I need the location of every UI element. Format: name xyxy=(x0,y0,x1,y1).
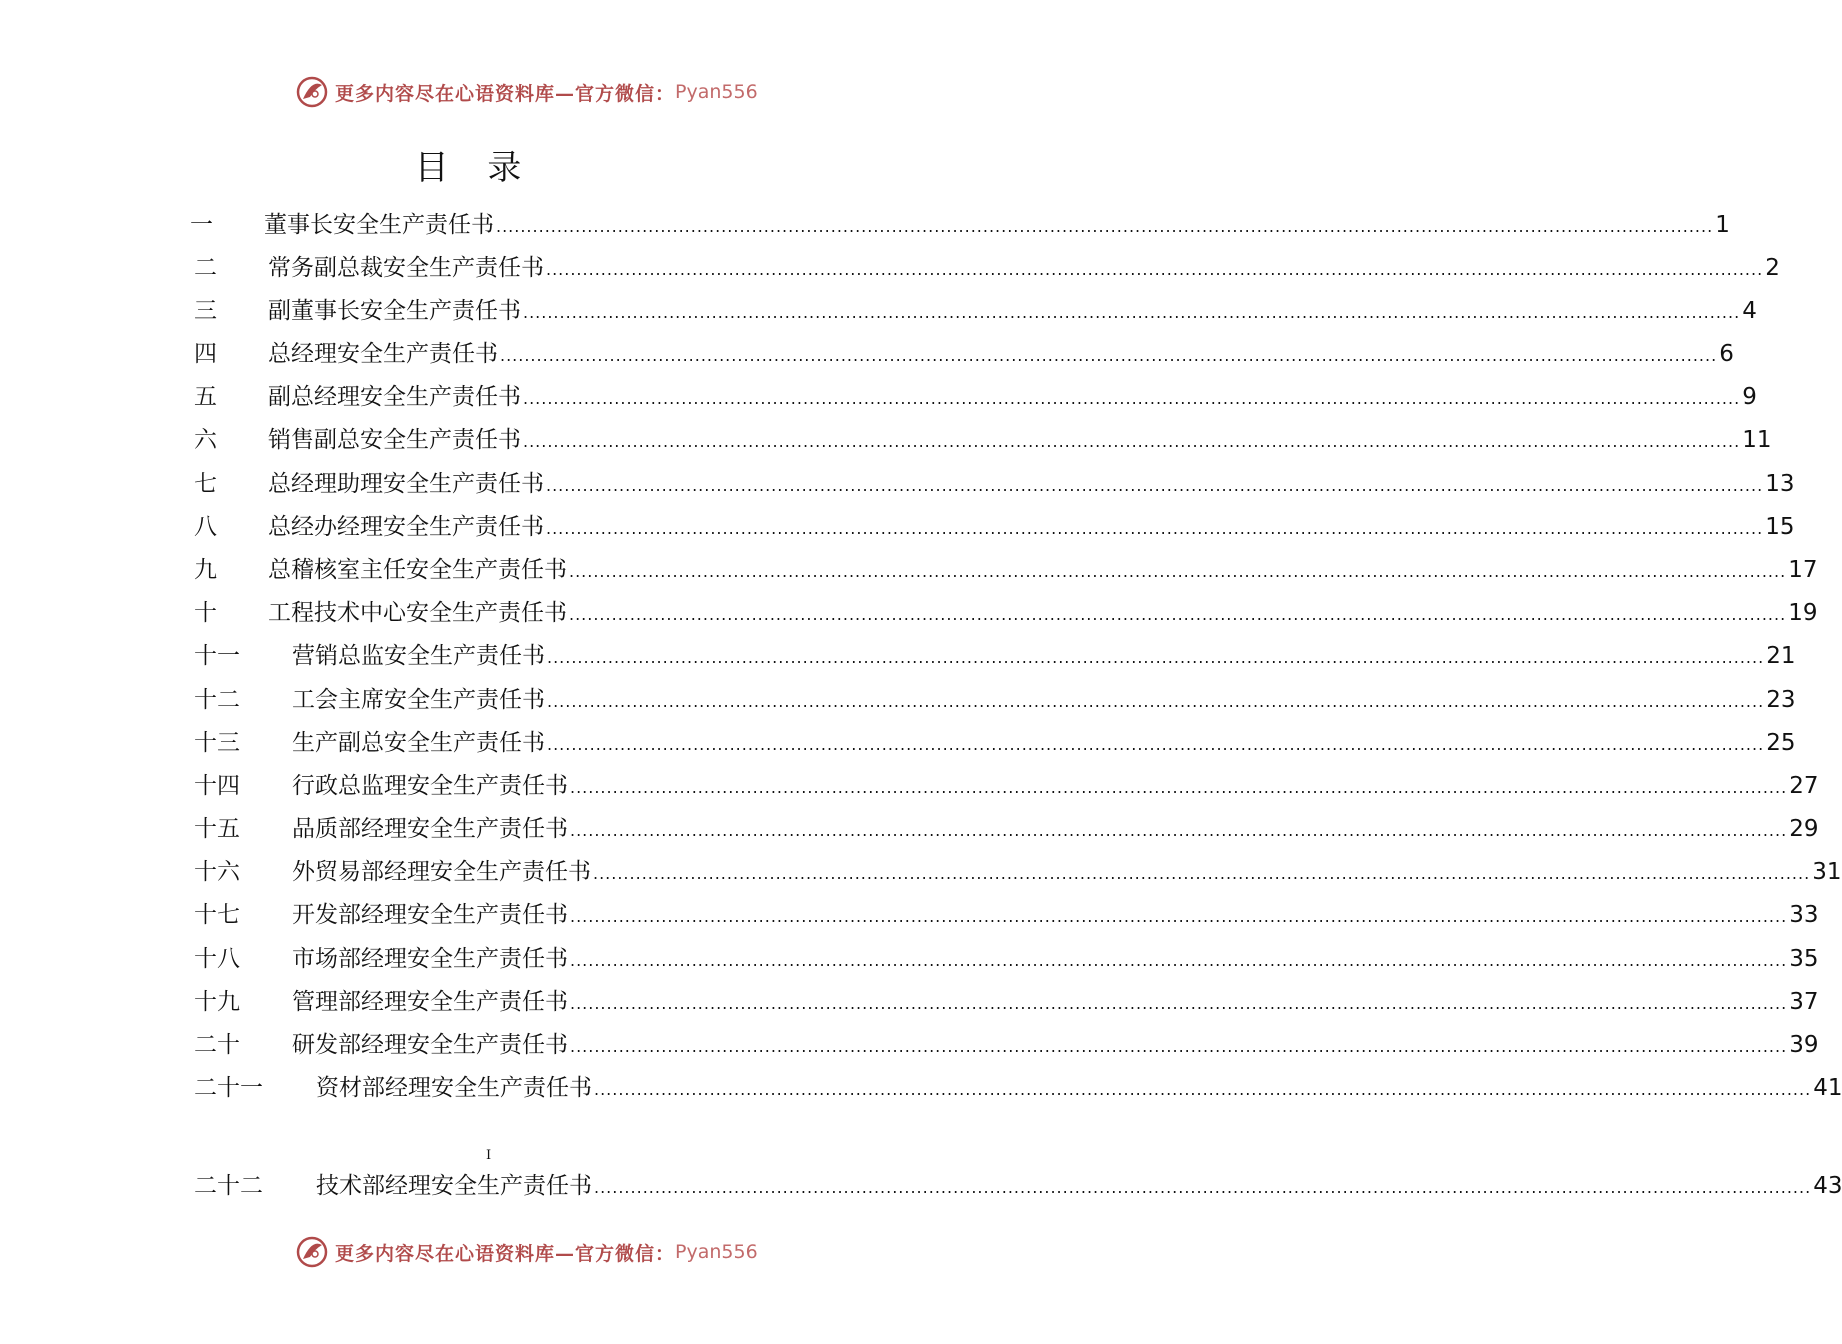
toc-leader-dots: ........................................................................................................................................................................................................ xyxy=(547,692,1765,711)
toc-title: 常务副总裁安全生产责任书 xyxy=(268,255,544,281)
toc-leader-dots: ........................................................................................................................................................................................................ xyxy=(546,476,1764,495)
toc-entry[interactable] xyxy=(190,681,1796,715)
watermark-text: 更多内容尽在心语资料库—官方微信： xyxy=(335,1242,676,1265)
toc-page-number: 31 xyxy=(1812,859,1842,885)
toc-leader-dots: ........................................................................................................................................................................................................ xyxy=(523,389,1741,408)
toc-leader-dots: ........................................................................................................................................................................................................ xyxy=(523,432,1741,451)
toc-entry[interactable] xyxy=(190,594,1818,628)
toc-page-number: 19 xyxy=(1788,600,1818,626)
toc-title: 技术部经理安全生产责任书 xyxy=(316,1173,592,1199)
toc-title: 工会主席安全生产责任书 xyxy=(292,687,545,713)
toc-title: 管理部经理安全生产责任书 xyxy=(292,989,568,1015)
toc-leader-dots: ........................................................................................................................................................................................................ xyxy=(500,346,1718,365)
watermark-bottom xyxy=(295,1232,758,1272)
toc-title: 行政总监理安全生产责任书 xyxy=(292,773,568,799)
toc-title: 市场部经理安全生产责任书 xyxy=(292,946,568,972)
toc-leader-dots: ........................................................................................................................................................................................................ xyxy=(593,864,1811,883)
toc-title: 总经理安全生产责任书 xyxy=(268,341,498,367)
toc-entry[interactable] xyxy=(190,1167,1842,1201)
toc-entry[interactable] xyxy=(190,551,1818,585)
toc-number: 四 xyxy=(194,341,217,367)
toc-page-number: 6 xyxy=(1719,341,1734,367)
toc-title: 销售副总安全生产责任书 xyxy=(268,427,521,453)
toc-number: 十 xyxy=(194,600,217,626)
toc-number: 十九 xyxy=(194,989,240,1015)
toc-number: 九 xyxy=(194,557,217,583)
toc-title: 总经理助理安全生产责任书 xyxy=(268,471,544,497)
toc-leader-dots: ........................................................................................................................................................................................................ xyxy=(570,994,1788,1013)
toc-page-number: 1 xyxy=(1715,212,1730,238)
toc-leader-dots: ........................................................................................................................................................................................................ xyxy=(547,735,1765,754)
toc-entry[interactable] xyxy=(190,940,1819,974)
toc-leader-dots: ........................................................................................................................................................................................................ xyxy=(523,303,1741,322)
toc-title: 品质部经理安全生产责任书 xyxy=(292,816,568,842)
toc-leader-dots: ........................................................................................................................................................................................................ xyxy=(546,260,1764,279)
toc-number: 十六 xyxy=(194,859,240,885)
toc-leader-dots: ........................................................................................................................................................................................................ xyxy=(570,1037,1788,1056)
toc-entry[interactable] xyxy=(190,853,1842,887)
toc-leader-dots: ........................................................................................................................................................................................................ xyxy=(496,217,1714,236)
watermark-handle: Pyan556 xyxy=(675,81,758,103)
toc-title: 开发部经理安全生产责任书 xyxy=(292,902,568,928)
toc-title: 研发部经理安全生产责任书 xyxy=(292,1032,568,1058)
logo-icon xyxy=(295,75,329,109)
toc-leader-dots: ........................................................................................................................................................................................................ xyxy=(594,1178,1812,1197)
toc-number: 八 xyxy=(194,514,217,540)
toc-page-number: 33 xyxy=(1789,902,1819,928)
toc-entry[interactable] xyxy=(190,249,1780,283)
toc-entry[interactable] xyxy=(190,983,1819,1017)
toc-number: 十三 xyxy=(194,730,240,756)
toc-number: 十八 xyxy=(194,946,240,972)
toc-number: 二十一 xyxy=(194,1075,263,1101)
toc-title: 外贸易部经理安全生产责任书 xyxy=(292,859,591,885)
toc-page-number: 2 xyxy=(1765,255,1780,281)
toc-page-number: 27 xyxy=(1789,773,1819,799)
toc-page-number: 37 xyxy=(1789,989,1819,1015)
toc-page-number: 43 xyxy=(1813,1173,1842,1199)
toc-page-number: 39 xyxy=(1789,1032,1819,1058)
toc-page-number: 23 xyxy=(1766,687,1796,713)
toc-title: 董事长安全生产责任书 xyxy=(264,212,494,238)
toc-number: 十四 xyxy=(194,773,240,799)
toc-entry[interactable] xyxy=(190,1069,1842,1103)
toc-leader-dots: ........................................................................................................................................................................................................ xyxy=(570,778,1788,797)
toc-entry[interactable] xyxy=(190,637,1796,671)
toc-page-number: 29 xyxy=(1789,816,1819,842)
toc-number: 二十 xyxy=(194,1032,240,1058)
toc-number: 六 xyxy=(194,427,217,453)
toc-entry[interactable] xyxy=(190,1026,1819,1060)
toc-leader-dots: ........................................................................................................................................................................................................ xyxy=(569,605,1787,624)
watermark-text: 更多内容尽在心语资料库—官方微信： xyxy=(335,82,676,105)
toc-page-number: 41 xyxy=(1813,1075,1842,1101)
toc-title: 生产副总安全生产责任书 xyxy=(292,730,545,756)
toc-title: 副总经理安全生产责任书 xyxy=(268,384,521,410)
page-title: 目 录 xyxy=(414,148,536,188)
toc-number: 十一 xyxy=(194,643,240,669)
toc-title: 工程技术中心安全生产责任书 xyxy=(268,600,567,626)
toc-leader-dots: ........................................................................................................................................................................................................ xyxy=(547,648,1765,667)
toc-page-number: 4 xyxy=(1742,298,1757,324)
toc-entry[interactable] xyxy=(190,508,1795,542)
toc-entry[interactable] xyxy=(190,810,1819,844)
toc-leader-dots: ........................................................................................................................................................................................................ xyxy=(570,821,1788,840)
toc-leader-dots: ........................................................................................................................................................................................................ xyxy=(570,907,1788,926)
toc-title: 副董事长安全生产责任书 xyxy=(268,298,521,324)
toc-page-number: 25 xyxy=(1766,730,1796,756)
toc-entry[interactable] xyxy=(190,335,1734,369)
toc-entry[interactable] xyxy=(190,465,1795,499)
toc-leader-dots: ........................................................................................................................................................................................................ xyxy=(594,1080,1812,1099)
toc-number: 一 xyxy=(190,212,213,238)
toc-page-number: 13 xyxy=(1765,471,1795,497)
toc-entry[interactable] xyxy=(190,724,1796,758)
toc-number: 二十二 xyxy=(194,1173,263,1199)
toc-page-number: 9 xyxy=(1742,384,1757,410)
toc-entry[interactable] xyxy=(190,896,1819,930)
toc-leader-dots: ........................................................................................................................................................................................................ xyxy=(569,562,1787,581)
toc-number: 二 xyxy=(194,255,217,281)
toc-page-number: 11 xyxy=(1742,427,1772,453)
toc-number: 十七 xyxy=(194,902,240,928)
toc-entry[interactable] xyxy=(190,767,1819,801)
toc-entry[interactable] xyxy=(190,421,1772,455)
toc-page-number: 17 xyxy=(1788,557,1818,583)
toc-number: 三 xyxy=(194,298,217,324)
toc-page-number: 15 xyxy=(1765,514,1795,540)
toc-number: 七 xyxy=(194,471,217,497)
toc-number: 五 xyxy=(194,384,217,410)
watermark-handle: Pyan556 xyxy=(675,1241,758,1263)
toc-number: 十二 xyxy=(194,687,240,713)
toc-entry[interactable] xyxy=(190,292,1757,326)
toc-title: 总经办经理安全生产责任书 xyxy=(268,514,544,540)
toc-entry[interactable] xyxy=(190,206,1730,240)
toc-page-number: 35 xyxy=(1789,946,1819,972)
toc-entry[interactable] xyxy=(190,378,1757,412)
toc-leader-dots: ........................................................................................................................................................................................................ xyxy=(570,951,1788,970)
watermark-top xyxy=(295,72,758,112)
toc-number: 十五 xyxy=(194,816,240,842)
toc-leader-dots: ........................................................................................................................................................................................................ xyxy=(546,519,1764,538)
logo-icon xyxy=(295,1235,329,1269)
toc-title: 总稽核室主任安全生产责任书 xyxy=(268,557,567,583)
toc-title: 资材部经理安全生产责任书 xyxy=(316,1075,592,1101)
toc-title: 营销总监安全生产责任书 xyxy=(292,643,545,669)
page-number: I xyxy=(486,1148,492,1163)
toc-page-number: 21 xyxy=(1766,643,1796,669)
